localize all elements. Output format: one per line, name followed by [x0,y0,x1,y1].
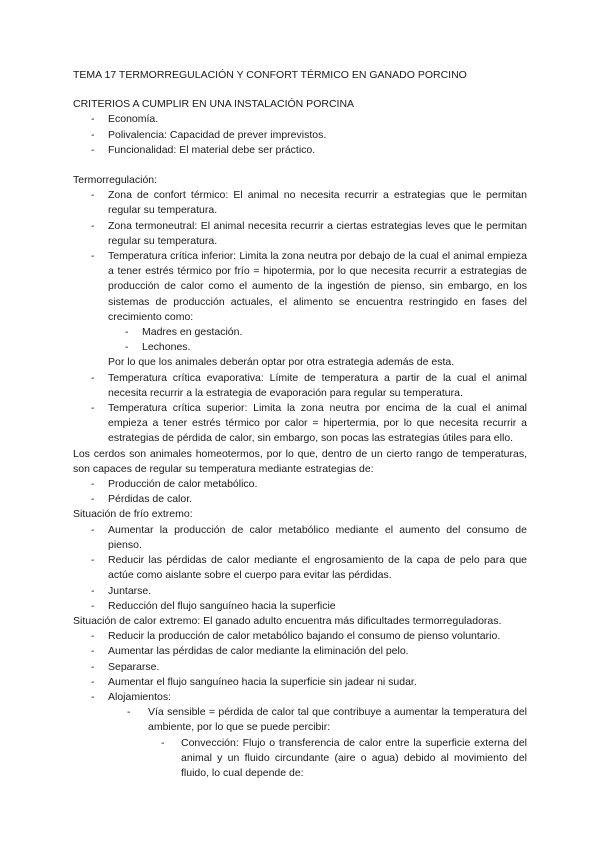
list-item: - Zona termoneutral: El animal necesita recurrir a ciertas estrategias leves que le permitan regular su temperatura. [91,219,527,247]
document-page [73,68,527,781]
heat-heading: Situación de calor extremo: El ganado adulto encuentra más dificultades termorreguladoras. [73,614,502,627]
list-item: - Reducir la producción de calor metabólico bajando el consumo de pienso voluntario. [73,629,527,644]
list-item: - Temperatura crítica superior: Limita la zona neutra por encima de la cual el animal empieza a tener estrés térmico por calor = hipertermia, por lo que necesita recurrir a estrategias de pérdida de calor, sin embargo, son pocas las estrategias útiles para ello. [91,402,527,445]
list-item: - Aumentar el flujo sanguíneo hacia la superficie sin jadear ni sudar. [73,675,527,690]
dash-bullet: - [91,523,95,536]
dash-bullet: - [91,599,95,612]
dash-bullet: - [91,128,95,141]
list-item: - Aumentar la producción de calor metabólico mediante el aumento del consumo de pienso. [91,523,527,551]
list-item: - Reducción del flujo sanguíneo hacia la superficie [73,599,527,614]
dash-bullet: - [91,630,95,643]
dash-bullet: - [91,143,95,156]
list-item: - Funcionalidad: El material debe ser práctico. [73,143,527,158]
list-item: - Temperatura crítica inferior: Limita la zona neutra por debajo de la cual el animal empieza a tener estrés térmico por frío = hipotermia, por lo que necesita recurrir a estrategias de producción de calor como el aumento de la ingestión de pienso, sin embargo, en los sistemas de producción actuales, el alimento se encuentra restringido en fases del crecimiento como: [91,250,527,323]
dash-bullet: - [125,341,129,354]
dash-bullet: - [91,584,95,597]
dash-bullet: - [91,113,95,126]
dash-bullet: - [91,189,95,202]
cold-heading: Situación de frío extremo: [73,508,193,521]
dash-bullet: - [91,219,95,232]
dash-bullet: - [127,706,131,719]
list-item: - Pérdidas de calor. [73,492,527,507]
dash-bullet: - [161,736,165,749]
list-item: - Alojamientos: [73,690,527,705]
homeotherm-paragraph: Los cerdos son animales homeotermos, por lo que, dentro de un cierto rango de temperaturas, son capaces de regular su temperatura mediante estrategias de: [73,447,527,475]
list-item: - Producción de calor metabólico. [73,477,527,492]
thermo-heading: Termorregulación: [73,174,158,187]
sub-list-item: - Vía sensible = pérdida de calor tal que contribuye a aumentar la temperatura del ambiente, por lo que se puede percibir: [127,706,527,734]
dash-bullet: - [91,660,95,673]
dash-bullet: - [125,326,129,339]
list-item: - Temperatura crítica evaporativa: Límite de temperatura a partir de la cual el animal necesita recurrir a la estrategia de evaporación para regular su temperatura. [91,371,527,399]
after-sub-text: Por lo que los animales deberán optar por otra estrategia además de esta. [108,356,455,369]
sub-list-item: - Lechones. [73,340,527,355]
list-item: - Zona de confort térmico: El animal no necesita recurrir a estrategias que le permitan regular su temperatura. [91,189,527,217]
dash-bullet: - [91,645,95,658]
sub-list-item: - Madres en gestación. [73,325,527,340]
dash-bullet: - [91,690,95,703]
sub-sub-list-item: - Convección: Flujo o transferencia de calor entre la superficie externa del animal y un fluido circundante (aire o agua) debido al movimiento del fluido, lo cual depende de: [161,736,527,779]
list-item: - Economía. [73,112,527,127]
list-item: - Reducir las pérdidas de calor mediante el engrosamiento de la capa de pelo para que actúe como aislante sobre el cuerpo para evitar las pérdidas. [91,554,527,582]
list-item: - Polivalencia: Capacidad de prever imprevistos. [73,128,527,143]
dash-bullet: - [91,250,95,263]
criteria-heading: CRITERIOS A CUMPLIR EN UNA INSTALACIÓN PORCINA [73,98,355,111]
dash-bullet: - [91,554,95,567]
dash-bullet: - [91,675,95,688]
list-item: - Separarse. [73,660,527,675]
list-item: - Aumentar las pérdidas de calor mediante la eliminación del pelo. [73,644,527,659]
dash-bullet: - [91,493,95,506]
dash-bullet: - [91,402,95,415]
dash-bullet: - [91,371,95,384]
list-item: - Juntarse. [73,584,527,599]
document-title: TEMA 17 TERMORREGULACIÓN Y CONFORT TÉRMICO EN GANADO PORCINO [73,69,467,81]
dash-bullet: - [91,478,95,491]
